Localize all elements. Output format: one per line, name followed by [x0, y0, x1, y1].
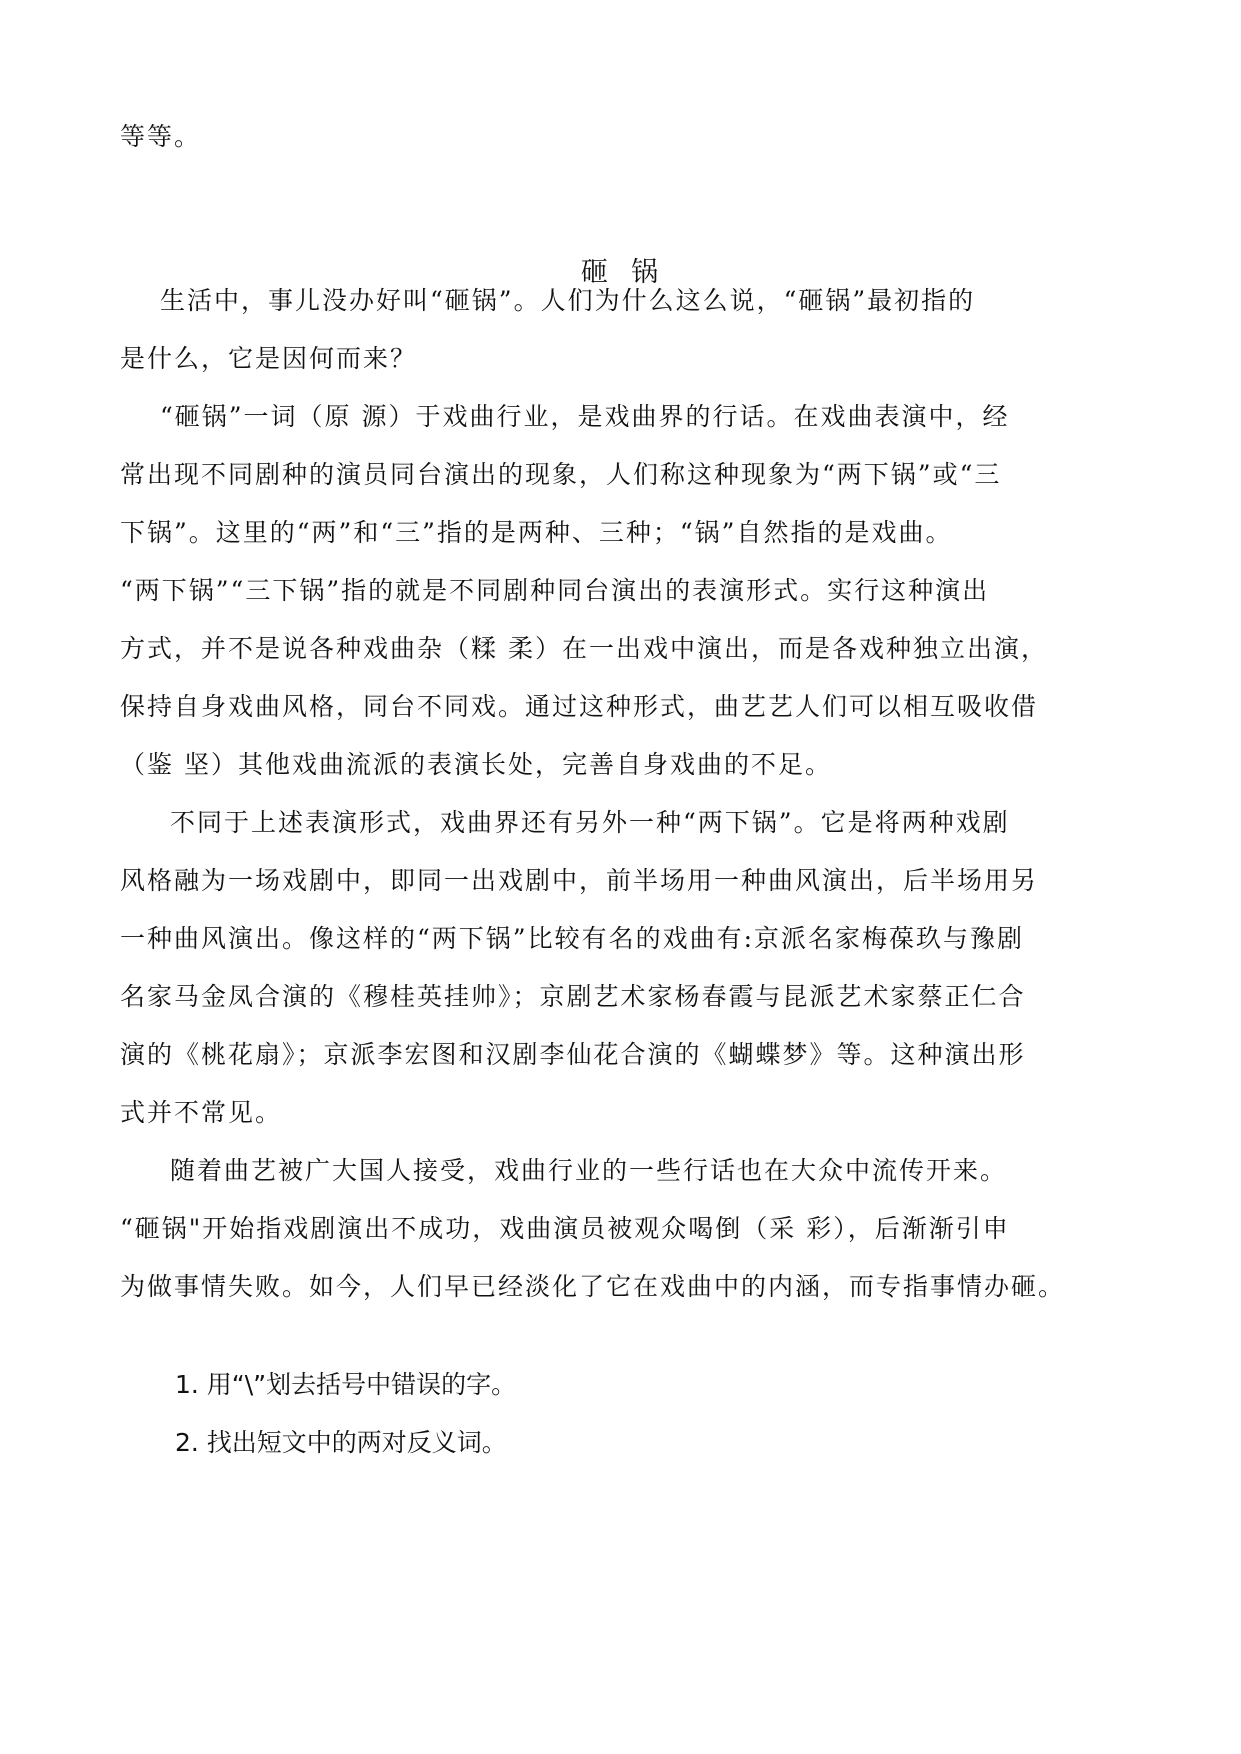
- paragraph-1-line-2: 是什么，它是因何而来？: [120, 344, 418, 373]
- paragraph-2-line-5: 方式，并不是说各种戏曲杂（糅 柔）在一出戏中演出，而是各戏种独立出演，: [120, 634, 1048, 663]
- paragraph-3-line-5: 演的《桃花扇》；京派李宏图和汉剧李仙花合演的《蝴蝶梦》等。这种演出形: [120, 1040, 1026, 1069]
- paragraph-4-line-2: “砸锅"开始指戏剧演出不成功，戏曲演员被观众喝倒（采 彩），后渐渐引申: [120, 1214, 1010, 1243]
- intro-fragment: 等等。: [120, 122, 202, 151]
- paragraph-3-line-3: 一种曲风演出。像这样的“两下锅”比较有名的戏曲有:京派名家梅葆玖与豫剧: [120, 924, 1024, 953]
- paragraph-2-line-1: “砸锅”一词（原 源）于戏曲行业，是戏曲界的行话。在戏曲表演中，经: [160, 402, 1010, 431]
- paragraph-3-line-1: 不同于上述表演形式，戏曲界还有另外一种“两下锅”。它是将两种戏剧: [170, 808, 1010, 837]
- paragraph-2-line-4: “两下锅”“三下锅”指的就是不同剧种同台演出的表演形式。实行这种演出: [120, 576, 990, 605]
- paragraph-4-line-1: 随着曲艺被广大国人接受，戏曲行业的一些行话也在大众中流传开来。: [170, 1156, 1008, 1185]
- question-2: 2. 找出短文中的两对反义词。: [175, 1428, 507, 1457]
- paragraph-3-line-2: 风格融为一场戏剧中，即同一出戏剧中，前半场用一种曲风演出，后半场用另: [120, 866, 1039, 895]
- paragraph-2-line-3: 下锅”。这里的“两”和“三”指的是两种、三种；“锅”自然指的是戏曲。: [120, 518, 953, 547]
- paragraph-2-line-7: （鉴 坚）其他戏曲流派的表演长处，完善自身戏曲的不足。: [120, 750, 832, 779]
- paragraph-1-line-1: 生活中，事儿没办好叫“砸锅”。人们为什么这么说，“砸锅”最初指的: [160, 286, 976, 315]
- article-title: 砸 锅: [580, 257, 661, 288]
- question-1: 1. 用“\”划去括号中错误的字。: [175, 1370, 517, 1399]
- paragraph-2-line-2: 常出现不同剧种的演员同台演出的现象，人们称这种现象为“两下锅”或“三: [120, 460, 1002, 489]
- paragraph-3-line-4: 名家马金凤合演的《穆桂英挂帅》；京剧艺术家杨春霞与昆派艺术家蔡正仁合: [120, 982, 1026, 1011]
- paragraph-4-line-3: 为做事情失败。如今，人们早已经淡化了它在戏曲中的内涵，而专指事情办砸。: [120, 1272, 1066, 1301]
- paragraph-3-line-6: 式并不常见。: [120, 1098, 283, 1127]
- paragraph-2-line-6: 保持自身戏曲风格，同台不同戏。通过这种形式，曲艺艺人们可以相互吸收借: [120, 692, 1039, 721]
